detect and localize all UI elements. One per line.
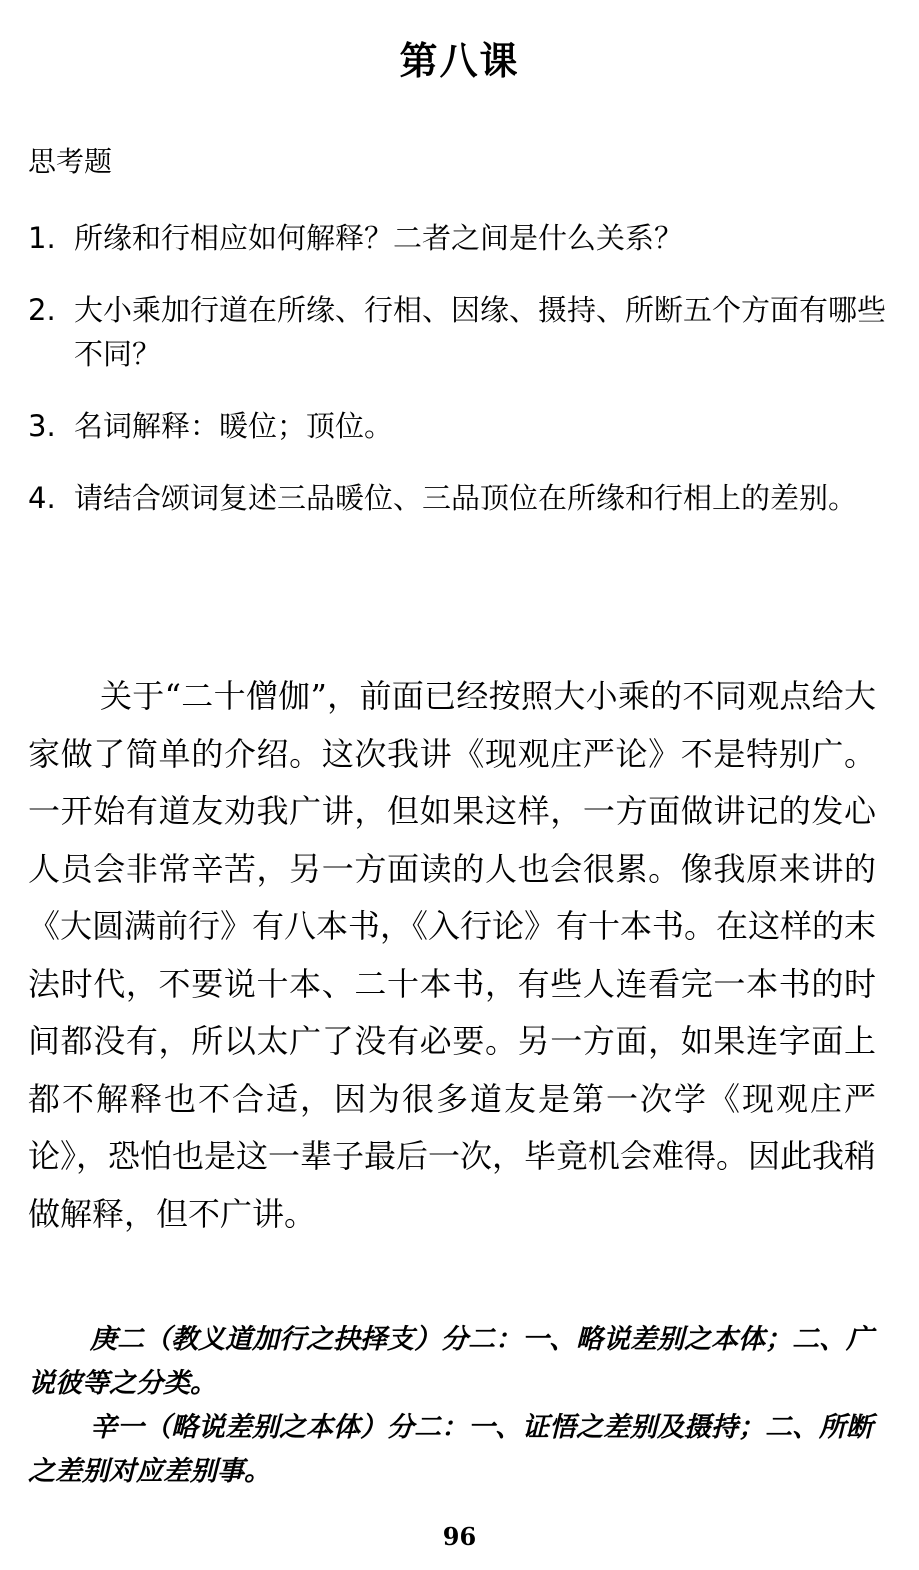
page-title: 第八课 bbox=[399, 38, 520, 83]
question-item bbox=[28, 288, 890, 376]
page-number: 96 bbox=[442, 1522, 477, 1551]
question-number: 1. bbox=[28, 221, 56, 255]
body-paragraph: 关于“二十僧伽”，前面已经按照大小乘的不同观点给大家做了简单的介绍。这次我讲《现观庄严论》不是特别广。一开始有道友劝我广讲，但如果这样，一方面做讲记的发心人员会非常辛苦，另一方面读的人也会很累。像我原来讲的《大圆满前行》有八本书，《入行论》有十本书。在这样的末法时代，不要说十本、二十本书，有些人连看完一本书的时间都没有，所以太广了没有必要。另一方面，如果连字面上都不解释也不合适，因为很多道友是第一次学《现观庄严论》，恐怕也是这一辈子最后一次，毕竟机会难得。因此我稍做解释，但不广讲。 bbox=[28, 677, 877, 1233]
questions-heading: 思考题 bbox=[28, 145, 113, 178]
outline-heading: 辛一（略说差别之本体）分二：一、证悟之差别及摄持；二、所断之差别对应差别事。 bbox=[28, 1412, 873, 1487]
question-item bbox=[28, 216, 890, 260]
question-number: 4. bbox=[28, 481, 56, 515]
question-item bbox=[28, 476, 890, 520]
question-text: 大小乘加行道在所缘、行相、因缘、摄持、所断五个方面有哪些不同？ bbox=[74, 293, 887, 371]
question-text: 所缘和行相应如何解释？二者之间是什么关系？ bbox=[74, 221, 684, 255]
outline-heading: 庚二（教义道加行之抉择支）分二：一、略说差别之本体；二、广说彼等之分类。 bbox=[28, 1324, 873, 1399]
question-item bbox=[28, 404, 890, 448]
question-number: 2. bbox=[28, 293, 56, 327]
question-text: 请结合颂词复述三品暖位、三品顶位在所缘和行相上的差别。 bbox=[74, 481, 858, 515]
question-text: 名词解释：暖位；顶位。 bbox=[74, 409, 394, 443]
question-number: 3. bbox=[28, 409, 56, 443]
